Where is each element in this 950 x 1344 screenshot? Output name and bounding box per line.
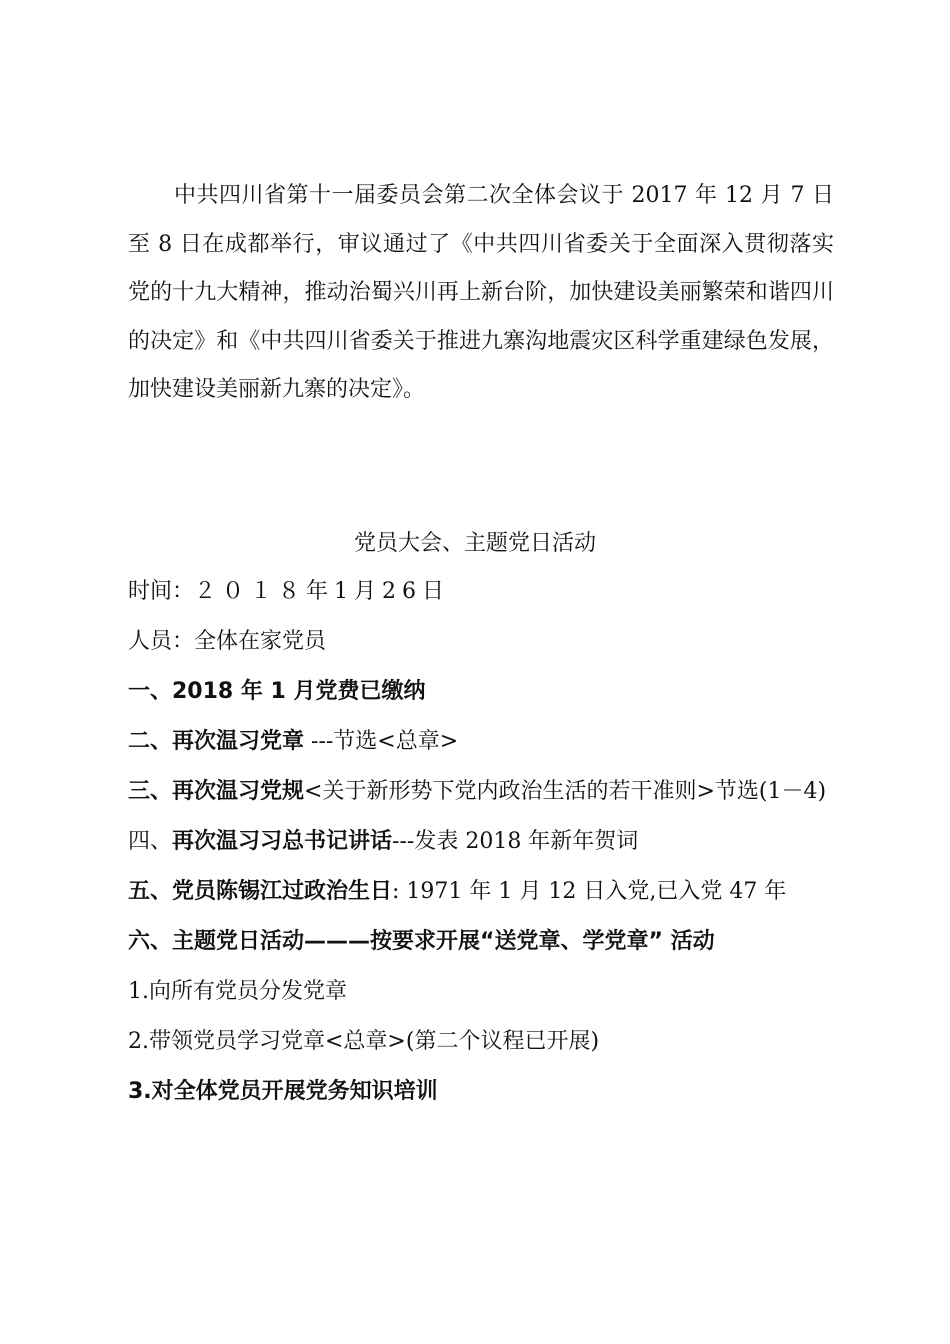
agenda-item-4 <box>128 824 840 860</box>
agenda-item-2-heading: 二、再次温习党章 <box>128 729 305 754</box>
meeting-title: 党员大会、主题党日活动 <box>353 531 596 556</box>
meeting-time <box>128 574 840 610</box>
time-value: ２０１８年1月26日 <box>194 579 451 604</box>
agenda-item-3-detail: <关于新形势下党内政治生活的若干准则>节选(1－4) <box>304 779 827 804</box>
sub-item-1: 1.向所有党员分发党章 <box>128 979 347 1004</box>
meeting-people: 人员：全体在家党员 <box>128 629 327 654</box>
agenda-item-5-detail: : 1971 年 1 月 12 日入党,已入党 47 年 <box>392 879 787 904</box>
agenda-item-4-detail: ---发表 2018 年新年贺词 <box>392 829 639 854</box>
sub-item-2: 2.带领党员学习党章<总章>(第二个议程已开展) <box>128 1029 600 1054</box>
agenda-item-2 <box>128 724 840 760</box>
intro-paragraph: 中共四川省第十一届委员会第二次全体会议于 2017 年 12 月 7 日至 8 日在成都举行，审议通过了《中共四川省委关于全面深入贯彻落实党的十九大精神，推动治蜀兴川再上新台阶，加快建设美丽繁荣和谐四川的决定》和《中共四川省委关于推进九寨沟地震灾区科学重建绿色发展，加快建设美丽新九寨的决定》。 <box>128 183 834 402</box>
agenda-item-3-heading: 三、再次温习党规 <box>128 779 305 804</box>
meeting-agenda <box>128 574 840 1124</box>
agenda-item-4-number: 四、 <box>128 829 173 854</box>
agenda-item-1: 一、2018 年 1 月党费已缴纳 <box>128 679 426 704</box>
agenda-item-3 <box>128 774 840 810</box>
agenda-item-5 <box>128 874 840 910</box>
agenda-item-4-heading: 再次温习习总书记讲话 <box>172 829 393 854</box>
agenda-item-5-heading: 五、党员陈锡江过政治生日 <box>128 879 393 904</box>
agenda-item-2-detail: ---节选<总章> <box>304 729 459 754</box>
sub-item-3: 3.对全体党员开展党务知识培训 <box>128 1079 438 1104</box>
agenda-item-6: 六、主题党日活动———按要求开展“送党章、学党章” 活动 <box>128 929 715 954</box>
time-label: 时间： <box>128 579 195 604</box>
